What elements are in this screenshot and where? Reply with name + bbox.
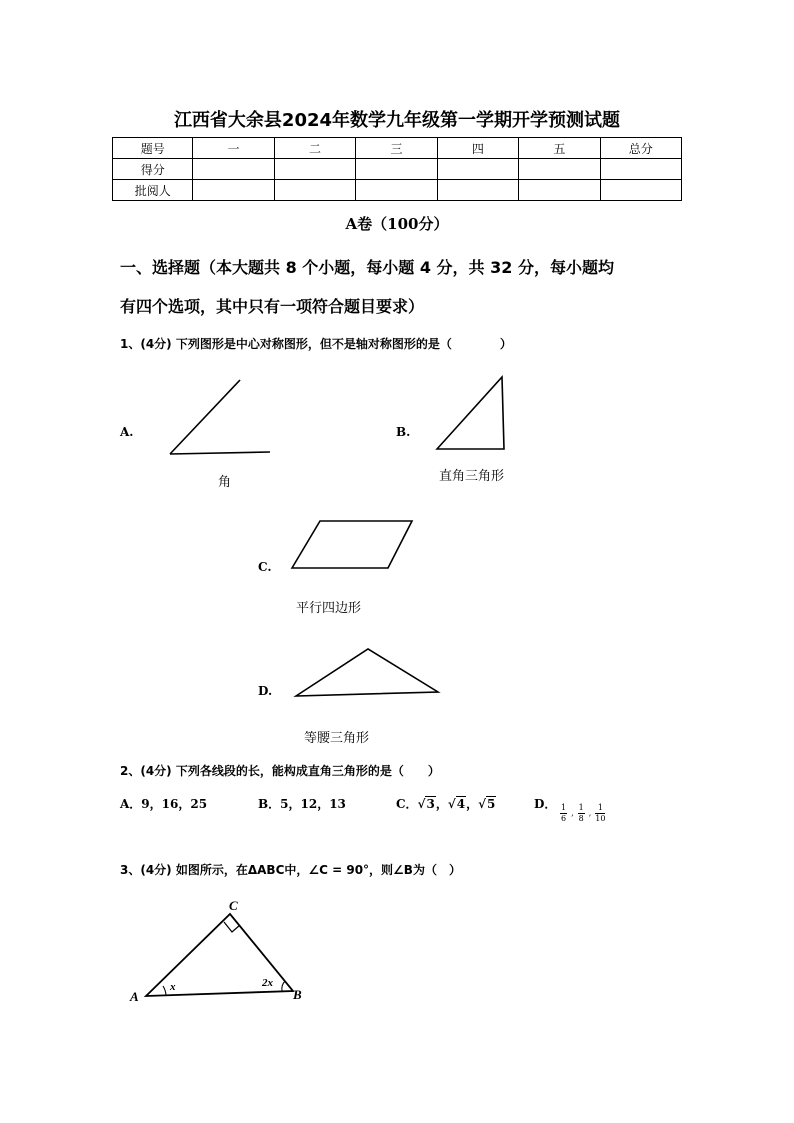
- q1-option-b-letter: B.: [396, 425, 411, 439]
- q2-option-d-label: D．: [534, 797, 557, 811]
- score-header-cell: 三: [356, 138, 437, 159]
- part1-heading-line2: 有四个选项，其中只有一项符合题目要求）: [120, 297, 425, 316]
- vertex-c-label: C: [229, 898, 238, 913]
- sqrt-term: √3: [417, 797, 435, 811]
- sqrt-term: √5: [478, 797, 496, 811]
- score-header-cell: 题号: [113, 138, 193, 159]
- fraction: $\frac{1}{8}$: [578, 803, 584, 823]
- sqrt-term: √4: [447, 797, 466, 811]
- q2-option-d-fractions: $\frac{1}{6}$ , $\frac{1}{8}$ , $\frac{1}{10}$: [561, 803, 606, 823]
- angle-a-label: x: [170, 981, 176, 993]
- q3-stem: 3、(4分) 如图所示，在ΔABC中，∠C = 90°，则∠B为（ ）: [120, 863, 461, 877]
- q1-option-d-caption: 等腰三角形: [304, 731, 370, 746]
- q2-option-b: B．5，12，13: [258, 797, 346, 811]
- q1-option-c-caption: 平行四边形: [296, 601, 362, 616]
- q1-option-c-letter: C.: [258, 560, 272, 574]
- q2-stem: 2、(4分) 下列各线段的长，能构成直角三角形的是（ ）: [120, 764, 440, 778]
- score-header-cell: 二: [274, 138, 355, 159]
- vertex-a-label: A: [130, 989, 139, 1004]
- fraction: $\frac{1}{10}$: [595, 803, 606, 823]
- score-header-cell: 五: [519, 138, 600, 159]
- q1-stem: 1、(4分) 下列图形是中心对称图形，但不是轴对称图形的是（ ）: [120, 337, 512, 351]
- q2-option-a: A．9，16，25: [120, 797, 208, 811]
- page-title: 江西省大余县2024年数学九年级第一学期开学预测试题: [173, 110, 621, 131]
- part1-heading-line1: 一、选择题（本大题共 8 个小题，每小题 4 分，共 32 分，每小题均: [120, 258, 614, 277]
- q1-option-b-caption: 直角三角形: [439, 469, 505, 484]
- score-header-cell: 一: [193, 138, 274, 159]
- score-header-cell: 总分: [600, 138, 681, 159]
- score-row-label: 得分: [113, 159, 193, 180]
- q1-option-a-caption: 角: [218, 475, 232, 490]
- q1-option-a-letter: A.: [120, 425, 134, 439]
- q2-option-c-label: C．: [396, 797, 418, 811]
- angle-b-label: 2x: [262, 977, 273, 989]
- vertex-b-label: B: [293, 987, 302, 1002]
- fraction: $\frac{1}{6}$: [561, 803, 567, 823]
- score-header-cell: 四: [437, 138, 518, 159]
- q1-option-d-letter: D.: [258, 684, 273, 698]
- score-row-label: 批阅人: [113, 180, 193, 201]
- section-a-heading: A卷（100分）: [345, 215, 449, 233]
- q2-option-c: C．√3，√4，√5: [396, 797, 496, 811]
